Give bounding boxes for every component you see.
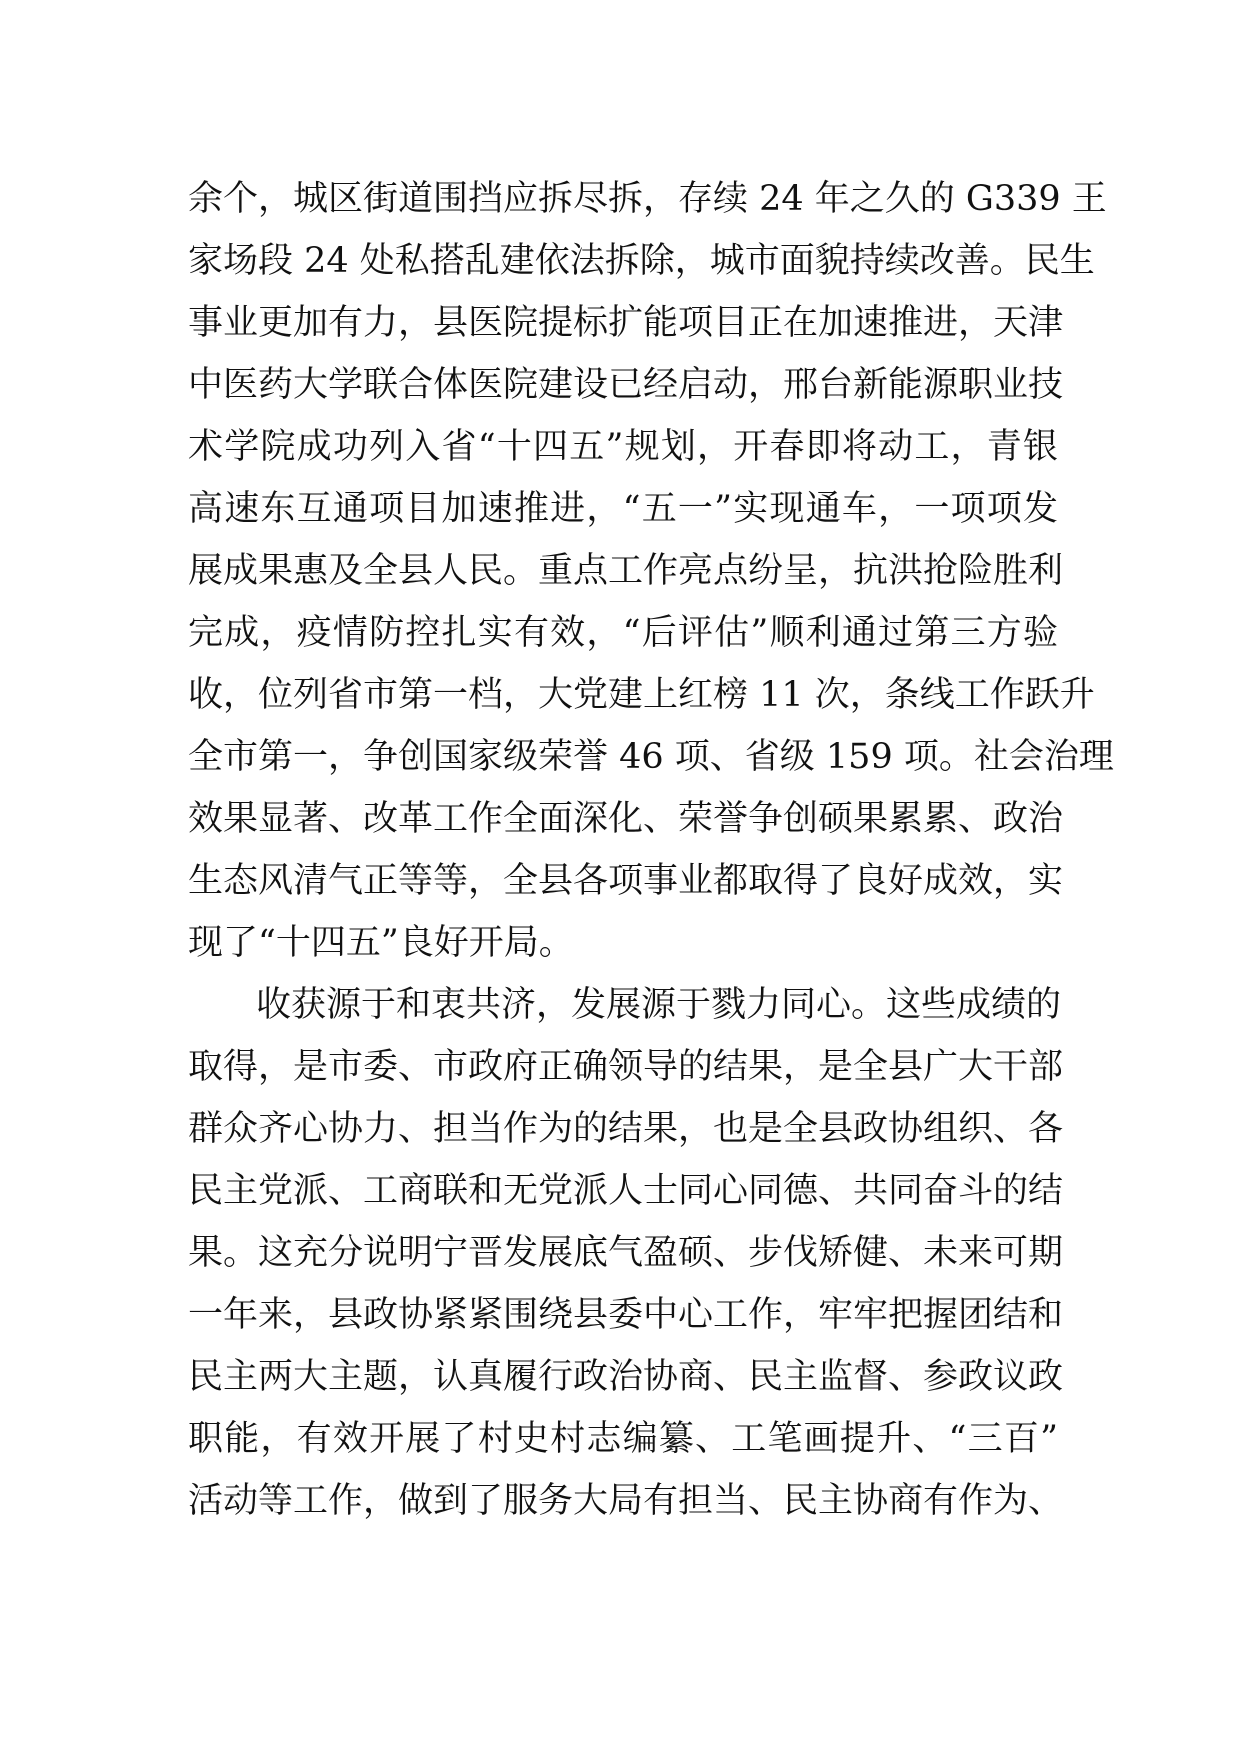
text-line: 展成果惠及全县人民。重点工作亮点纷呈，抗洪抢险胜利	[188, 551, 1064, 591]
text-line: 收，位列省市第一档，大党建上红榜 11 次，条线工作跃升	[188, 675, 1095, 715]
text-line: 中医药大学联合体医院建设已经启动，邢台新能源职业技	[188, 365, 1064, 405]
text-line: 生态风清气正等等，全县各项事业都取得了良好成效，实	[188, 861, 1064, 901]
body-text	[188, 168, 1114, 1532]
paragraph-start-line: 收获源于和衷共济，发展源于戮力同心。这些成绩的	[256, 985, 1062, 1025]
text-line: 余个，城区街道围挡应拆尽拆，存续 24 年之久的 G339 王	[188, 179, 1107, 219]
text-line: 职能，有效开展了村史村志编纂、工笔画提升、“三百”	[188, 1419, 1058, 1459]
text-line: 民主两大主题，认真履行政治协商、民主监督、参政议政	[188, 1357, 1064, 1397]
text-line: 高速东互通项目加速推进，“五一”实现通车，一项项发	[188, 489, 1058, 529]
text-line: 群众齐心协力、担当作为的结果，也是全县政协组织、各	[188, 1109, 1064, 1149]
text-line: 活动等工作，做到了服务大局有担当、民主协商有作为、	[188, 1481, 1064, 1521]
text-line: 全市第一，争创国家级荣誉 46 项、省级 159 项。社会治理	[188, 737, 1114, 777]
text-line: 取得，是市委、市政府正确领导的结果，是全县广大干部	[188, 1047, 1064, 1087]
text-line: 现了“十四五”良好开局。	[188, 923, 574, 963]
text-line: 果。这充分说明宁晋发展底气盈硕、步伐矫健、未来可期	[188, 1233, 1064, 1273]
text-line: 效果显著、改革工作全面深化、荣誉争创硕果累累、政治	[188, 799, 1064, 839]
text-line: 家场段 24 处私搭乱建依法拆除，城市面貌持续改善。民生	[188, 241, 1095, 281]
text-line: 民主党派、工商联和无党派人士同心同德、共同奋斗的结	[188, 1171, 1064, 1211]
text-line: 事业更加有力，县医院提标扩能项目正在加速推进，天津	[188, 303, 1064, 343]
text-line: 完成，疫情防控扎实有效，“后评估”顺利通过第三方验	[188, 613, 1058, 653]
text-line: 术学院成功列入省“十四五”规划，开春即将动工，青银	[188, 427, 1058, 467]
text-line: 一年来，县政协紧紧围绕县委中心工作，牢牢把握团结和	[188, 1295, 1064, 1335]
